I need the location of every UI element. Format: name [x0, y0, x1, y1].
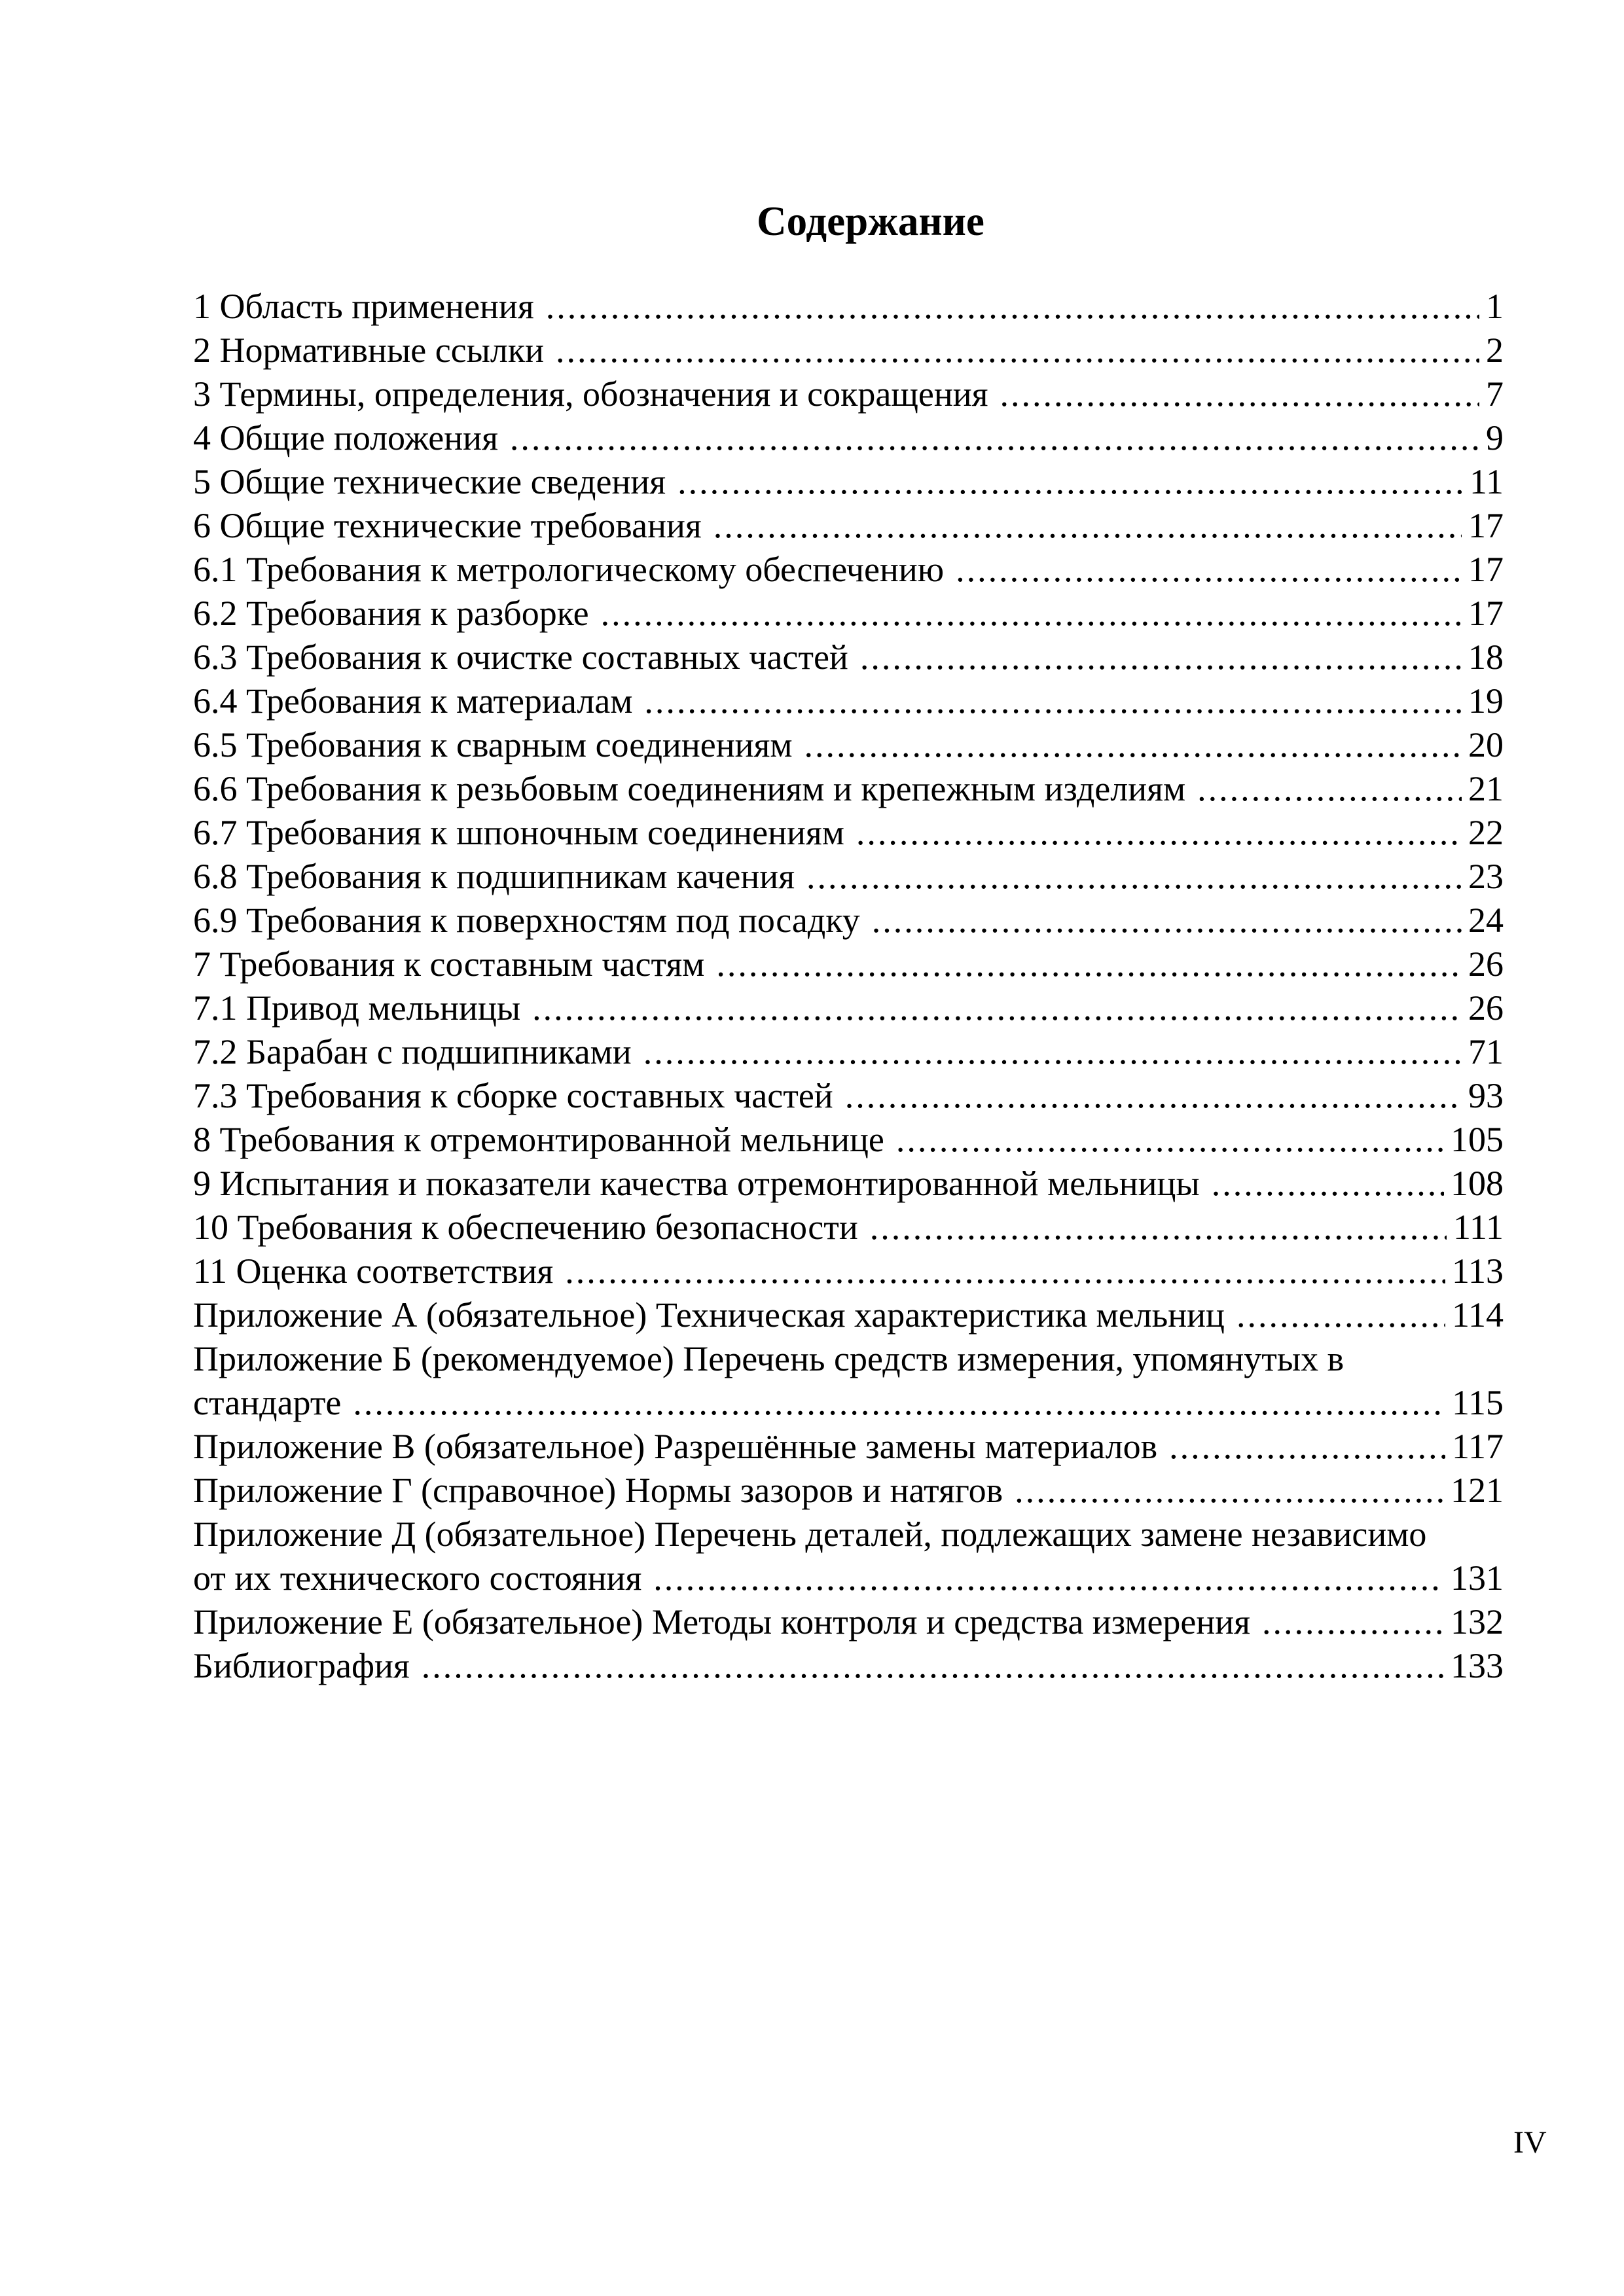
- toc-entry: [193, 1206, 1504, 1249]
- dot-leader: [1212, 1162, 1444, 1206]
- toc-entry-page: 18: [1468, 637, 1504, 677]
- toc-entry: [193, 942, 1504, 986]
- toc-entry-title: 6.5 Требования к сварным соединениям: [193, 725, 793, 764]
- toc-entry: [193, 1337, 1504, 1425]
- toc-entry: [193, 548, 1504, 592]
- toc-entry-title-line1: Приложение Б (рекомендуемое) Перечень средств измерения, упомянутых в: [193, 1339, 1344, 1378]
- dot-leader: [956, 548, 1462, 592]
- toc-entry-page: 1: [1486, 287, 1504, 326]
- toc-entry-title: 7.1 Привод мельницы: [193, 988, 521, 1028]
- toc-entry-page: 113: [1452, 1251, 1504, 1291]
- dot-leader: [1262, 1600, 1444, 1644]
- toc-entry: [193, 986, 1504, 1030]
- toc-entry-page: 9: [1486, 418, 1504, 457]
- toc-entry: [193, 1600, 1504, 1644]
- toc-entry-page: 117: [1452, 1427, 1504, 1466]
- dot-leader: [860, 636, 1462, 679]
- toc-entry-page: 115: [1452, 1383, 1504, 1422]
- dot-leader: [532, 986, 1462, 1030]
- toc-entry-title: 5 Общие технические сведения: [193, 462, 666, 501]
- toc-entry: [193, 372, 1504, 416]
- toc-entry-page: 24: [1468, 901, 1504, 940]
- toc-entry-title: 10 Требования к обеспечению безопасности: [193, 1208, 858, 1247]
- toc-entry-title: Приложение Г (справочное) Нормы зазоров и натягов: [193, 1471, 1003, 1510]
- toc-entry-title: 6.3 Требования к очистке составных частей: [193, 637, 848, 677]
- dot-leader: [643, 1030, 1462, 1074]
- toc-entry-title: Приложение А (обязательное) Техническая характеристика мельниц: [193, 1295, 1225, 1335]
- toc-entry-title: 4 Общие положения: [193, 418, 498, 457]
- toc-entry: [193, 1074, 1504, 1118]
- toc-entry-title: 2 Нормативные ссылки: [193, 331, 544, 370]
- dot-leader: [644, 679, 1462, 723]
- dot-leader: [546, 285, 1479, 329]
- toc-entry-title: 6.9 Требования к поверхностям под посадку: [193, 901, 860, 940]
- dot-leader: [713, 504, 1462, 548]
- toc-entry-page: 17: [1468, 506, 1504, 545]
- toc-entry-page: 111: [1453, 1208, 1504, 1247]
- toc-entry: [193, 460, 1504, 504]
- toc-entry: [193, 1118, 1504, 1162]
- toc-entry-page: 121: [1451, 1471, 1504, 1510]
- dot-leader: [1236, 1293, 1445, 1337]
- dot-leader: [716, 942, 1462, 986]
- toc-entry-title-line1: Приложение Д (обязательное) Перечень деталей, подлежащих замене независимо: [193, 1515, 1427, 1554]
- toc-entry-page: 26: [1468, 988, 1504, 1028]
- dot-leader: [870, 1206, 1447, 1249]
- dot-leader: [872, 899, 1462, 942]
- table-of-contents: [193, 285, 1504, 1688]
- dot-leader: [353, 1381, 1445, 1425]
- toc-entry: [193, 767, 1504, 811]
- dot-leader: [856, 811, 1462, 855]
- page-number: IV: [1513, 2125, 1547, 2160]
- dot-leader: [422, 1644, 1444, 1688]
- toc-entry: [193, 1469, 1504, 1513]
- toc-entry-second-line: [193, 1556, 1504, 1600]
- toc-entry-page: 132: [1451, 1602, 1504, 1641]
- toc-entry-page: 11: [1470, 462, 1504, 501]
- toc-entry-title: 1 Область применения: [193, 287, 534, 326]
- dot-leader: [510, 416, 1479, 460]
- toc-entry: [193, 855, 1504, 899]
- toc-entry: [193, 1644, 1504, 1688]
- toc-entry-title: Приложение Е (обязательное) Методы контроля и средства измерения: [193, 1602, 1251, 1641]
- toc-entry: [193, 329, 1504, 372]
- dot-leader: [601, 592, 1462, 636]
- toc-entry-title-line2: от их технического состояния: [193, 1558, 642, 1598]
- toc-entry: [193, 899, 1504, 942]
- toc-entry: [193, 285, 1504, 329]
- dot-leader: [804, 723, 1462, 767]
- toc-entry: [193, 1513, 1504, 1600]
- toc-entry: [193, 636, 1504, 679]
- toc-entry-page: 17: [1468, 594, 1504, 633]
- toc-entry-title: Приложение В (обязательное) Разрешённые замены материалов: [193, 1427, 1158, 1466]
- toc-entry-title: 8 Требования к отремонтированной мельнице: [193, 1120, 884, 1159]
- toc-entry-title: 7.3 Требования к сборке составных частей: [193, 1076, 833, 1115]
- toc-entry-title: 6.6 Требования к резьбовым соединениям и крепежным изделиям: [193, 769, 1186, 808]
- toc-entry: [193, 811, 1504, 855]
- toc-entry: [193, 679, 1504, 723]
- toc-entry: [193, 1425, 1504, 1469]
- toc-entry-title-line2: стандарте: [193, 1383, 342, 1422]
- toc-entry-title: 6 Общие технические требования: [193, 506, 702, 545]
- toc-entry-title: 9 Испытания и показатели качества отремонтированной мельницы: [193, 1164, 1200, 1203]
- toc-entry: [193, 1162, 1504, 1206]
- toc-entry-page: 114: [1452, 1295, 1504, 1335]
- toc-entry-page: 133: [1451, 1646, 1504, 1685]
- dot-leader: [565, 1249, 1445, 1293]
- toc-entry-title: 3 Термины, определения, обозначения и сокращения: [193, 374, 988, 414]
- dot-leader: [556, 329, 1479, 372]
- toc-entry: [193, 1030, 1504, 1074]
- dot-leader: [653, 1556, 1444, 1600]
- dot-leader: [1169, 1425, 1445, 1469]
- toc-entry-page: 131: [1451, 1558, 1504, 1598]
- toc-entry-page: 20: [1468, 725, 1504, 764]
- dot-leader: [845, 1074, 1462, 1118]
- toc-entry-page: 21: [1468, 769, 1504, 808]
- toc-entry-title: 6.2 Требования к разборке: [193, 594, 589, 633]
- toc-entry-page: 17: [1468, 550, 1504, 589]
- toc-entry-page: 108: [1451, 1164, 1504, 1203]
- dot-leader: [896, 1118, 1444, 1162]
- dot-leader: [1000, 372, 1480, 416]
- dot-leader: [677, 460, 1463, 504]
- toc-entry-page: 93: [1468, 1076, 1504, 1115]
- toc-entry: [193, 1293, 1504, 1337]
- toc-entry-page: 71: [1468, 1032, 1504, 1071]
- dot-leader: [1197, 767, 1462, 811]
- dot-leader: [806, 855, 1462, 899]
- toc-entry-title: 6.7 Требования к шпоночным соединениям: [193, 813, 844, 852]
- toc-entry-page: 2: [1486, 331, 1504, 370]
- dot-leader: [1015, 1469, 1444, 1513]
- toc-entry-title: 6.4 Требования к материалам: [193, 681, 633, 721]
- toc-entry-title: 7.2 Барабан с подшипниками: [193, 1032, 632, 1071]
- toc-entry-page: 26: [1468, 944, 1504, 984]
- toc-entry: [193, 723, 1504, 767]
- toc-entry-page: 22: [1468, 813, 1504, 852]
- page-title: Содержание: [757, 198, 984, 244]
- toc-entry-title: 6.1 Требования к метрологическому обеспечению: [193, 550, 945, 589]
- toc-entry-page: 19: [1468, 681, 1504, 721]
- toc-entry: [193, 504, 1504, 548]
- toc-entry-second-line: [193, 1381, 1504, 1425]
- toc-entry-page: 105: [1451, 1120, 1504, 1159]
- toc-entry: [193, 416, 1504, 460]
- toc-entry: [193, 1249, 1504, 1293]
- toc-entry: [193, 592, 1504, 636]
- toc-entry-title: 11 Оценка соответствия: [193, 1251, 554, 1291]
- toc-entry-page: 7: [1486, 374, 1504, 414]
- toc-entry-title: 7 Требования к составным частям: [193, 944, 705, 984]
- toc-entry-title: 6.8 Требования к подшипникам качения: [193, 857, 795, 896]
- toc-entry-title: Библиография: [193, 1646, 410, 1685]
- toc-entry-page: 23: [1468, 857, 1504, 896]
